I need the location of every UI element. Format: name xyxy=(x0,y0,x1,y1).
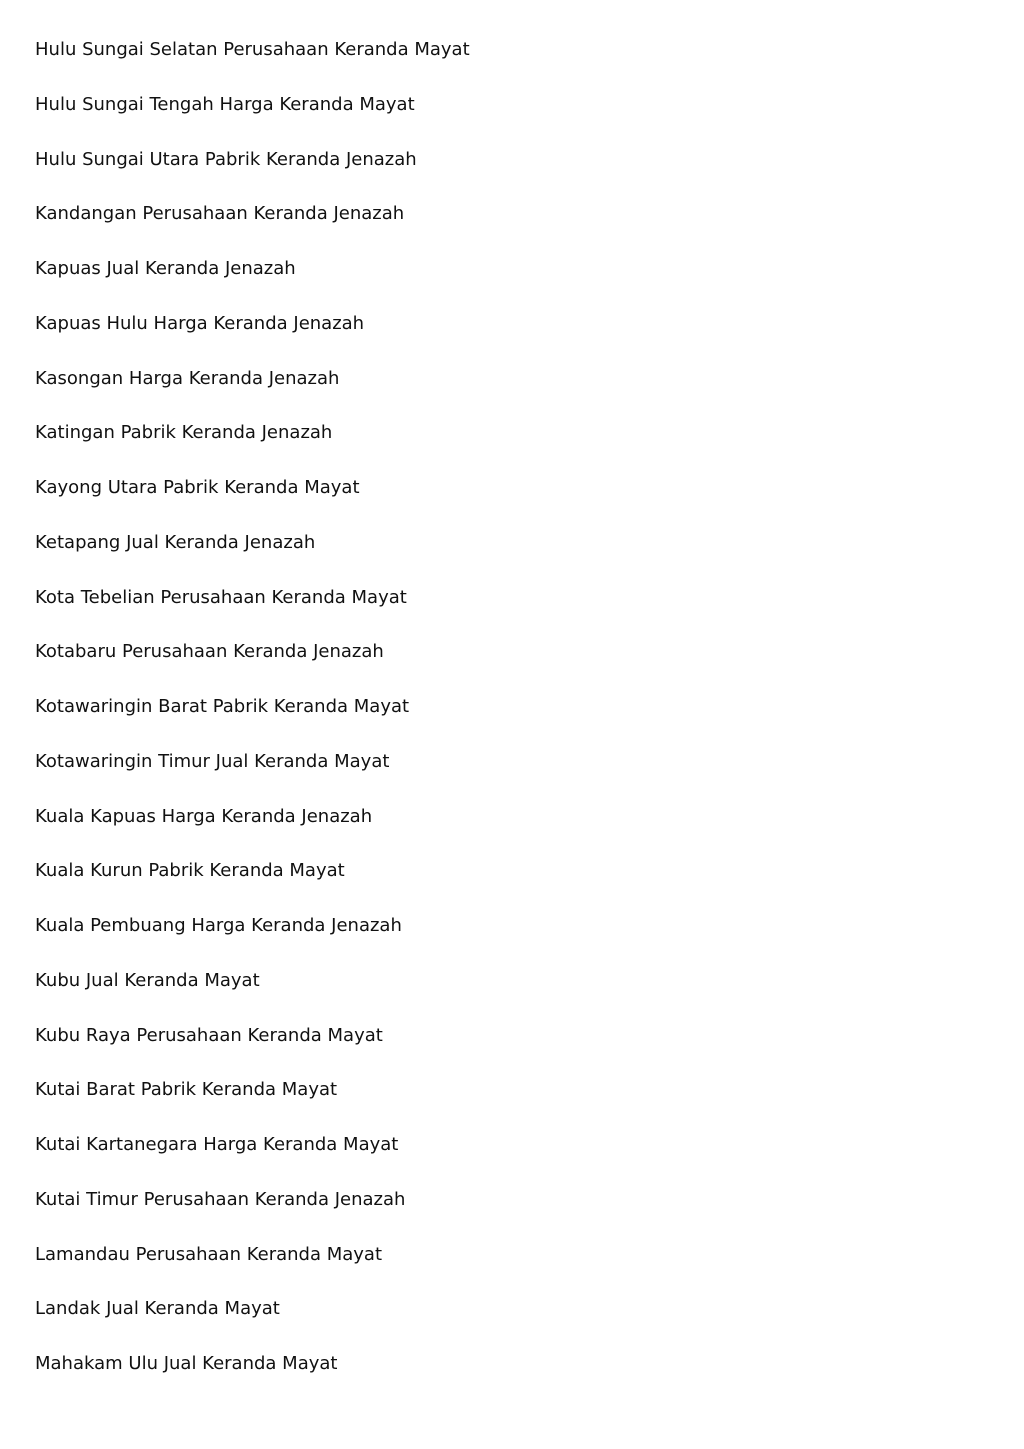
list-item: Kotawaringin Timur Jual Keranda Mayat xyxy=(35,750,390,772)
list-item: Kubu Jual Keranda Mayat xyxy=(35,969,260,991)
list-item: Katingan Pabrik Keranda Jenazah xyxy=(35,422,333,444)
list-item: Hulu Sungai Selatan Perusahaan Keranda Mayat xyxy=(35,39,470,60)
list-item: Hulu Sungai Tengah Harga Keranda Mayat xyxy=(35,93,415,115)
list-item: Kubu Raya Perusahaan Keranda Mayat xyxy=(35,1024,383,1046)
list-item: Lamandau Perusahaan Keranda Mayat xyxy=(35,1243,383,1265)
list-item: Kota Tebelian Perusahaan Keranda Mayat xyxy=(35,586,407,608)
list-item: Kapuas Hulu Harga Keranda Jenazah xyxy=(35,312,365,334)
list-item: Kutai Barat Pabrik Keranda Mayat xyxy=(35,1079,338,1101)
list-item: Kasongan Harga Keranda Jenazah xyxy=(35,367,340,389)
list-item: Kutai Kartanegara Harga Keranda Mayat xyxy=(35,1134,399,1155)
list-item: Ketapang Jual Keranda Jenazah xyxy=(35,531,316,553)
list-item: Kotawaringin Barat Pabrik Keranda Mayat xyxy=(35,696,410,717)
list-item: Hulu Sungai Utara Pabrik Keranda Jenazah xyxy=(35,148,417,170)
list-item: Mahakam Ulu Jual Keranda Mayat xyxy=(35,1353,338,1374)
list-item: Kapuas Jual Keranda Jenazah xyxy=(35,258,296,279)
list-item: Kayong Utara Pabrik Keranda Mayat xyxy=(35,477,360,498)
list-item: Kandangan Perusahaan Keranda Jenazah xyxy=(35,203,405,225)
location-list xyxy=(35,36,470,1405)
list-item: Kuala Kapuas Harga Keranda Jenazah xyxy=(35,805,373,827)
list-item: Kutai Timur Perusahaan Keranda Jenazah xyxy=(35,1188,406,1210)
list-item: Kuala Kurun Pabrik Keranda Mayat xyxy=(35,860,345,882)
list-item: Landak Jual Keranda Mayat xyxy=(35,1298,280,1320)
list-item: Kuala Pembuang Harga Keranda Jenazah xyxy=(35,915,402,936)
list-item: Kotabaru Perusahaan Keranda Jenazah xyxy=(35,641,384,663)
